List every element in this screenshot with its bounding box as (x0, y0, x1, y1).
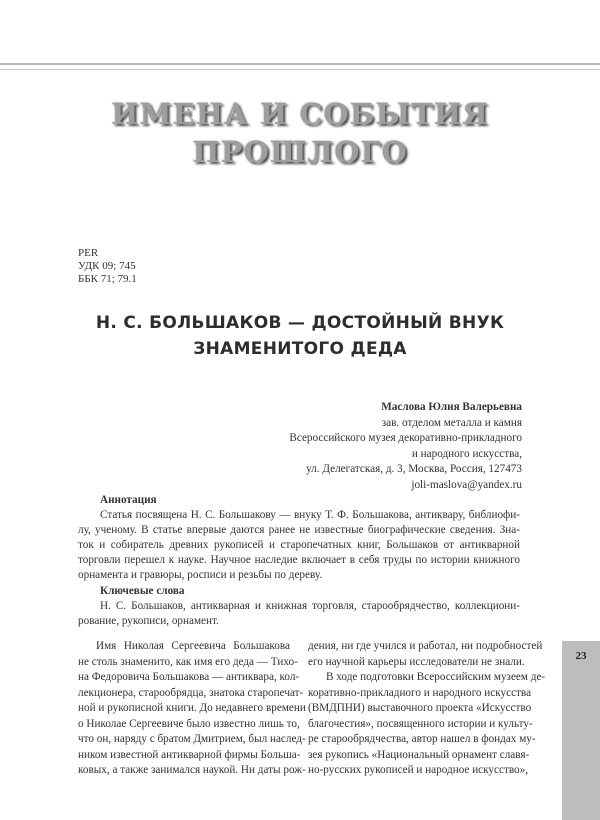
abstract-line: орнамента и гравюры, росписи и резьбы по дереву. (78, 569, 323, 582)
section-title-line: ИМЕНА И СОБЫТИЯ (111, 97, 489, 131)
author-email: joli-maslova@yandex.ru (411, 478, 522, 491)
body-line: (ВМДПНИ) выставочного проекта «Искусство (308, 702, 532, 714)
body-line: дения, ни где учился и работал, ни подробностей (308, 640, 543, 652)
body-column-left (78, 639, 306, 779)
abstract-text (78, 508, 520, 583)
body-line: лекционера, старообрядца, знатока старопечат- (78, 686, 304, 699)
abstract-line: Статья посвящена Н. С. Большакову — внуку Т. Ф. Большакова, антиквару, библиофи- (100, 509, 520, 522)
per-code: PER (78, 247, 99, 259)
body-line: ником известной антикварной фирмы Больша- (78, 748, 301, 761)
page-number: 23 (575, 650, 587, 662)
top-rule-thin (0, 69, 600, 70)
body-line: ковых, а также занимался наукой. Ни даты рож- (78, 764, 306, 776)
abstract-heading: Аннотация (100, 494, 157, 506)
abstract-block (78, 493, 520, 629)
article-title-line: Н. С. БОЛЬШАКОВ — ДОСТОЙНЫЙ ВНУК (95, 313, 505, 333)
body-line: что он, наряду с братом Дмитрием, был наслед- (78, 733, 306, 745)
classification-codes (78, 247, 137, 286)
author-affiliation-line: и народного искусства, (411, 447, 522, 460)
author-affiliation-line: Всероссийского музея декоративно-прикладного (289, 432, 522, 444)
abstract-line: лу, ученому. В статье впервые даются ранее не известные биографические сведения. Зна- (78, 524, 520, 537)
article-title-line: ЗНАМЕНИТОГО ДЕДА (193, 339, 407, 359)
body-line: на Федоровича Большакова — антиквара, кол- (78, 671, 300, 683)
body-line: о Николае Сергеевиче было известно лишь то, (78, 717, 300, 730)
keywords-heading: Ключевые слова (100, 584, 185, 597)
udk-code: УДК 09; 745 (78, 260, 136, 272)
body-line: его научной карьеры исследователи не знали. (308, 655, 525, 668)
body-line: но-русских рукописей и народное искусство», (308, 764, 529, 776)
body-line: Имя Николая Сергеевича Большакова (96, 640, 290, 652)
keywords-text (78, 599, 520, 629)
body-line: благочестия», посвященного истории и культу- (308, 717, 533, 730)
abstract-line: ток и собиратель древних рукописей и старопечатных книг, Большаков от антикварной (78, 539, 520, 552)
abstract-line: торговли перешел к науке. Научное наследие включает в себя труды по истории книжного (78, 554, 520, 567)
author-address: ул. Делегатская, д. 3, Москва, Россия, 127473 (306, 463, 522, 475)
keywords-line: Н. С. Большаков, антикварная и книжная торговля, старообрядчество, коллекциони- (100, 599, 520, 612)
author-name: Маслова Юлия Валерьевна (381, 401, 522, 413)
body-line: не столь знаменито, как имя его деда — Тихо- (78, 655, 298, 668)
body-line: зея рукопись «Национальный орнамент славя- (308, 748, 530, 761)
article-title (0, 310, 600, 362)
body-line: ре старообрядчества, автор нашел в фондах му- (308, 733, 536, 745)
body-column-right (308, 639, 546, 779)
section-title (0, 95, 600, 171)
author-affiliation-line: зав. отделом металла и камня (381, 416, 522, 429)
body-line: ной и рукописной книги. До недавнего времени (78, 702, 306, 714)
bbk-code: ББК 71; 79.1 (78, 273, 137, 285)
top-rule (0, 63, 600, 65)
page-side-tab (562, 641, 600, 820)
section-title-line: ПРОШЛОГО (192, 135, 408, 169)
body-line: коративно-прикладного и народного искусства (308, 686, 532, 699)
keywords-line: рование, рукописи, орнамент. (78, 614, 219, 627)
body-line: В ходе подготовки Всероссийским музеем де- (326, 671, 546, 683)
author-block (289, 400, 522, 493)
